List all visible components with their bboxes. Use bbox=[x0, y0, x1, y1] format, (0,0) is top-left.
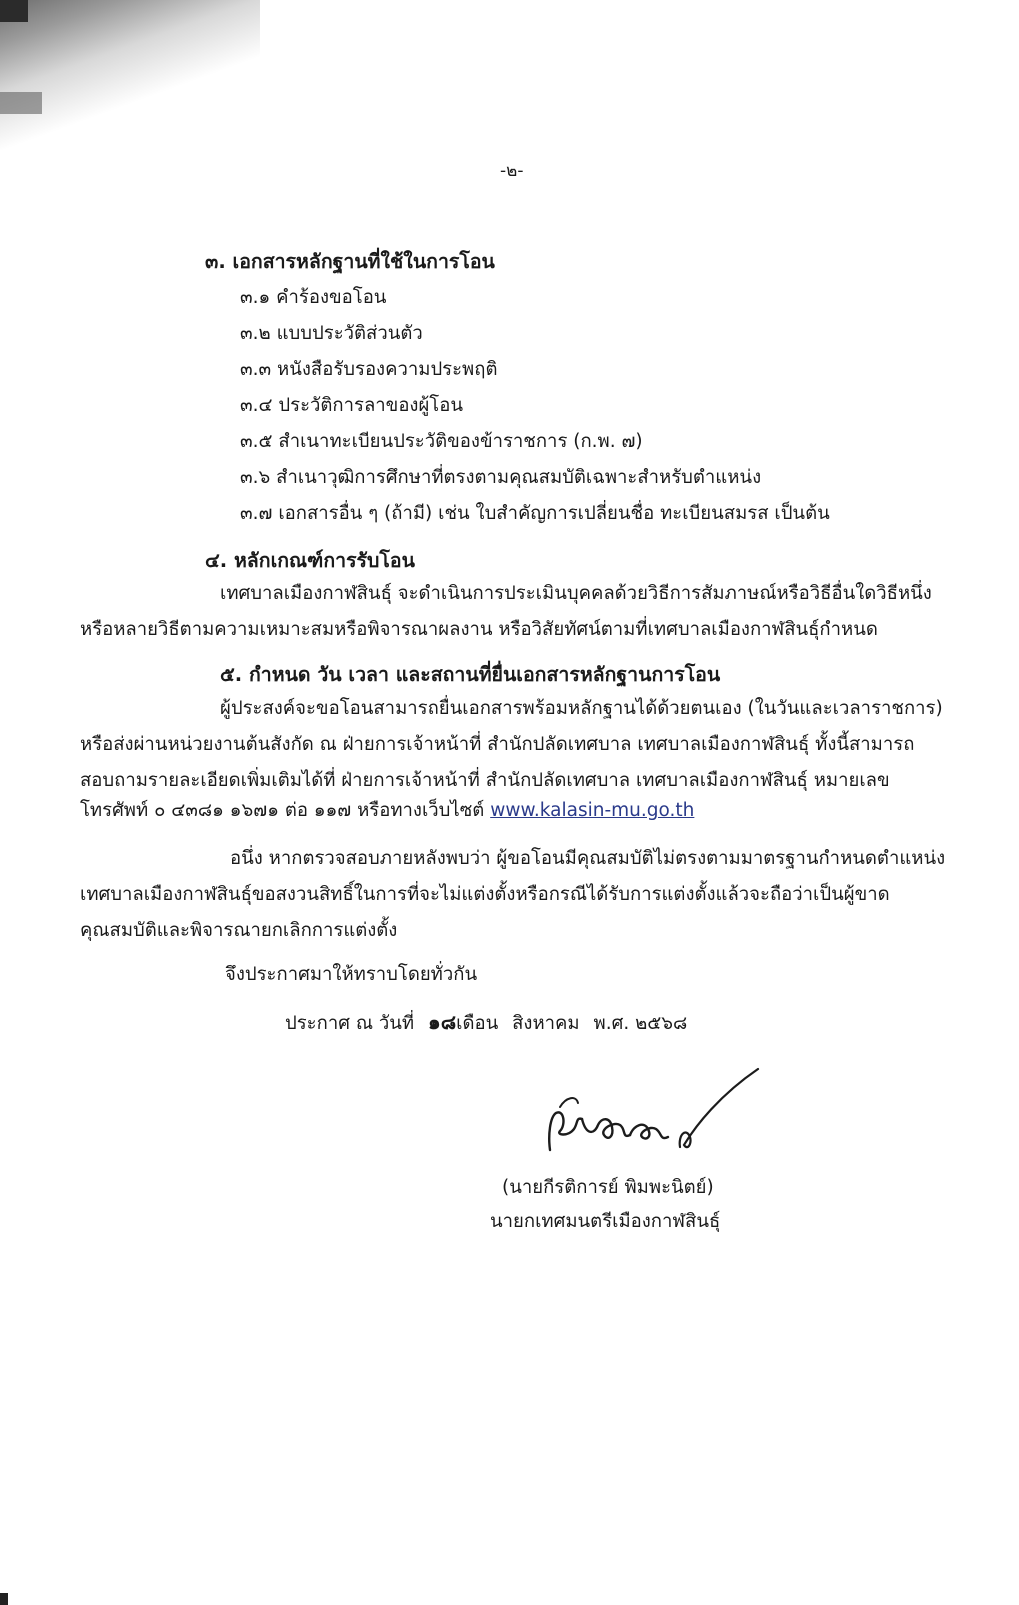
section3-item: ๓.๖ สำเนาวุฒิการศึกษาที่ตรงตามคุณสมบัติเฉพาะสำหรับตำแหน่ง bbox=[240, 467, 762, 488]
section3-item: ๓.๑ คำร้องขอโอน bbox=[240, 287, 387, 308]
scan-margin-mark bbox=[0, 92, 42, 114]
date-year: พ.ศ. ๒๕๖๘ bbox=[593, 1013, 688, 1034]
section5-line: ผู้ประสงค์จะขอโอนสามารถยื่นเอกสารพร้อมหลักฐานได้ด้วยตนเอง (ในวันและเวลาราชการ) bbox=[220, 698, 943, 719]
section3-item: ๓.๒ แบบประวัติส่วนตัว bbox=[240, 323, 423, 344]
page-number: -๒- bbox=[500, 161, 524, 181]
section3-item: ๓.๕ สำเนาทะเบียนประวัติของข้าราชการ (ก.พ. ๗) bbox=[240, 431, 643, 452]
note-line: เทศบาลเมืองกาฬสินธุ์ขอสงวนสิทธิ์ในการที่จะไม่แต่งตั้งหรือกรณีได้รับการแต่งตั้งแล้วจะถือว่าเป็นผู้ขาด bbox=[80, 884, 890, 905]
website-link[interactable]: www.kalasin-mu.go.th bbox=[490, 800, 695, 821]
signatory-title: นายกเทศมนตรีเมืองกาฬสินธุ์ bbox=[490, 1211, 721, 1232]
scan-shadow-top-left bbox=[0, 0, 260, 150]
date-month: สิงหาคม bbox=[512, 1013, 580, 1034]
section5-line: หรือส่งผ่านหน่วยงานต้นสังกัด ณ ฝ่ายการเจ้าหน้าที่ สำนักปลัดเทศบาล เทศบาลเมืองกาฬสินธุ์ ทั้งนี้สามารถ bbox=[80, 734, 915, 755]
section3-item: ๓.๔ ประวัติการลาของผู้โอน bbox=[240, 395, 464, 416]
scan-bottom-mark bbox=[0, 1593, 8, 1605]
date-month-label: เดือน bbox=[456, 1013, 499, 1034]
note-line: อนึ่ง หากตรวจสอบภายหลังพบว่า ผู้ขอโอนมีคุณสมบัติไม่ตรงตามมาตรฐานกำหนดตำแหน่ง bbox=[230, 848, 946, 869]
section4-line: เทศบาลเมืองกาฬสินธุ์ จะดำเนินการประเมินบุคคลด้วยวิธีการสัมภาษณ์หรือวิธีอื่นใดวิธีหนึ่ง bbox=[220, 583, 932, 604]
date-day-handwritten: ๑๘ bbox=[428, 1010, 457, 1034]
announcement-text: จึงประกาศมาให้ทราบโดยทั่วกัน bbox=[225, 964, 478, 985]
scan-dark-corner bbox=[0, 0, 28, 22]
section4-heading: ๔. หลักเกณฑ์การรับโอน bbox=[205, 549, 415, 572]
handwritten-signature bbox=[520, 1055, 780, 1165]
section3-item: ๓.๓ หนังสือรับรองความประพฤติ bbox=[240, 359, 498, 380]
section5-phone-line bbox=[80, 798, 694, 824]
date-line bbox=[285, 1009, 687, 1037]
section4-line: หรือหลายวิธีตามความเหมาะสมหรือพิจารณาผลงาน หรือวิสัยทัศน์ตามที่เทศบาลเมืองกาฬสินธุ์กำหนด bbox=[80, 619, 878, 640]
section5-line: สอบถามรายละเอียดเพิ่มเติมได้ที่ ฝ่ายการเจ้าหน้าที่ สำนักปลัดเทศบาล เทศบาลเมืองกาฬสินธุ์ หมายเลข bbox=[80, 770, 890, 791]
signatory-name: (นายกีรติการย์ พิมพะนิตย์) bbox=[502, 1177, 714, 1198]
section3-item: ๓.๗ เอกสารอื่น ๆ (ถ้ามี) เช่น ใบสำคัญการเปลี่ยนชื่อ ทะเบียนสมรส เป็นต้น bbox=[240, 503, 830, 524]
section5-heading: ๕. กำหนด วัน เวลา และสถานที่ยื่นเอกสารหลักฐานการโอน bbox=[220, 663, 721, 686]
phone-text: โทรศัพท์ ๐ ๔๓๘๑ ๑๖๗๑ ต่อ ๑๑๗ หรือทางเว็บไซต์ bbox=[80, 800, 485, 821]
note-line: คุณสมบัติและพิจารณายกเลิกการแต่งตั้ง bbox=[80, 920, 398, 941]
date-prefix: ประกาศ ณ วันที่ bbox=[285, 1013, 415, 1034]
section3-heading: ๓. เอกสารหลักฐานที่ใช้ในการโอน bbox=[205, 250, 495, 273]
